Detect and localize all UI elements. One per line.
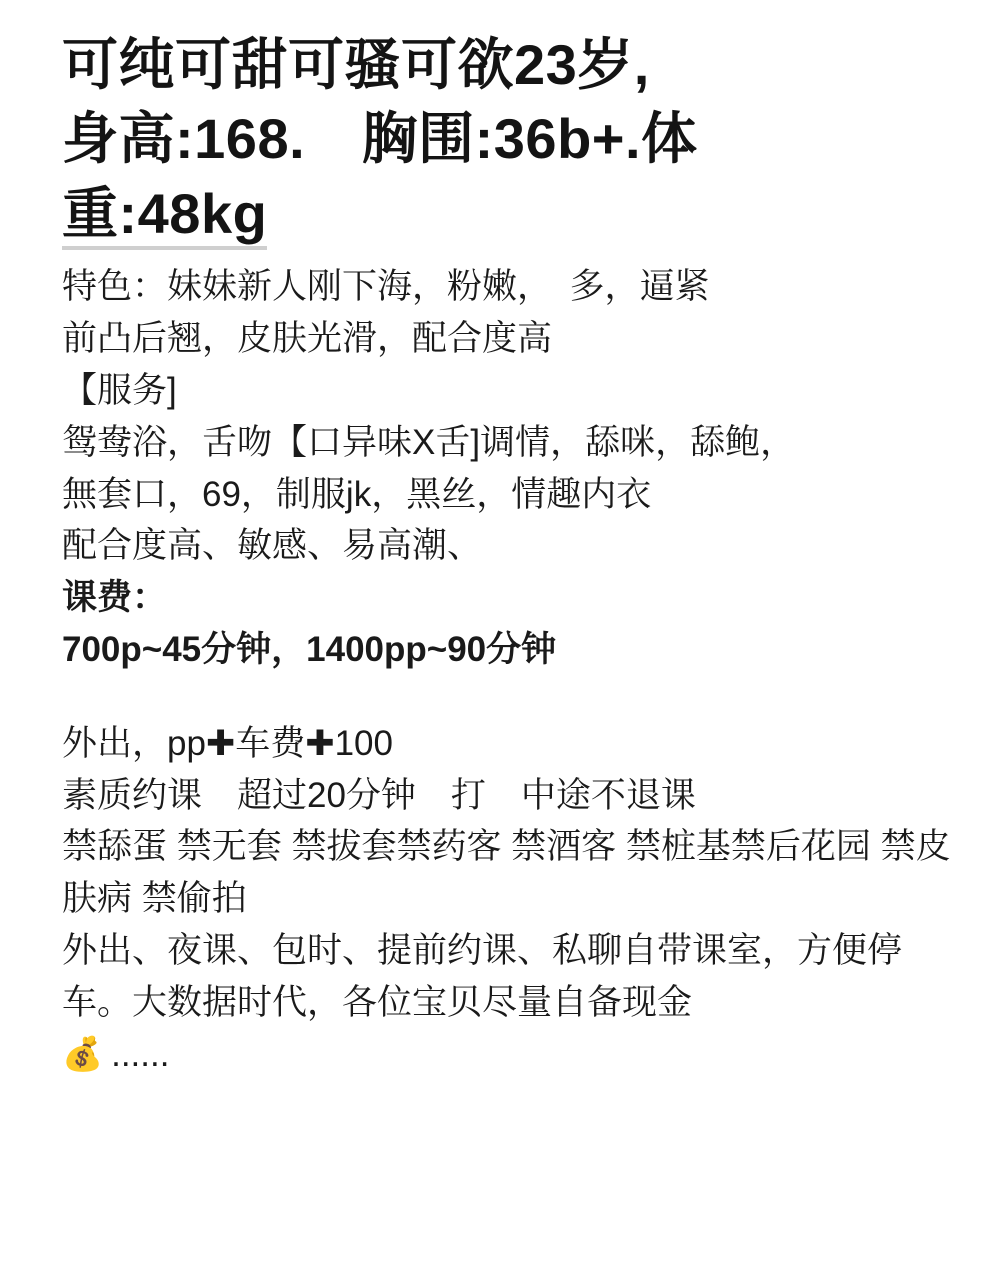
body-line: 配合度高、敏感、易高潮、 — [62, 526, 483, 566]
post-body — [62, 261, 958, 1080]
body-line: 無套口，69，制服jk，黑丝，情趣内衣 — [62, 474, 652, 514]
money-bag-icon: 💰 — [62, 1035, 104, 1073]
paragraph-spacer — [62, 676, 958, 718]
page-title — [62, 28, 958, 251]
body-line: 【服务] — [62, 371, 177, 410]
body-line: 前凸后翘，皮肤光滑，配合度高 — [62, 319, 553, 359]
body-line: 外出，pp✚车费✚100 — [62, 723, 393, 763]
body-line: 禁舔蛋 禁无套 禁拔套禁药客 禁酒客 禁桩基禁后花园 禁皮肤病 禁偷拍 — [62, 827, 951, 919]
price-values: 700p~45分钟，1400pp~90分钟 — [62, 629, 557, 669]
price-label: 课费： — [62, 578, 168, 618]
title-line-2: 身高:168. 胸围:36b+.体 — [62, 107, 698, 171]
body-line: 特色：妹妹新人刚下海，粉嫩， 多，逼紧 — [62, 267, 710, 307]
title-line-3: 重:48kg — [62, 182, 267, 250]
footer-text: ...... — [111, 1034, 170, 1074]
body-line: 外出、夜课、包时、提前约课、私聊自带课室，方便停车。大数据时代，各位宝贝尽量自备现金 — [62, 930, 903, 1022]
body-line: 素质约课 超过20分钟 打 中途不退课 — [62, 775, 696, 815]
footer-line — [62, 1029, 958, 1081]
body-line: 鸳鸯浴，舌吻【口异味X舌]调情，舔咪，舔鲍， — [62, 422, 796, 462]
title-line-1: 可纯可甜可骚可欲23岁, — [62, 33, 650, 96]
